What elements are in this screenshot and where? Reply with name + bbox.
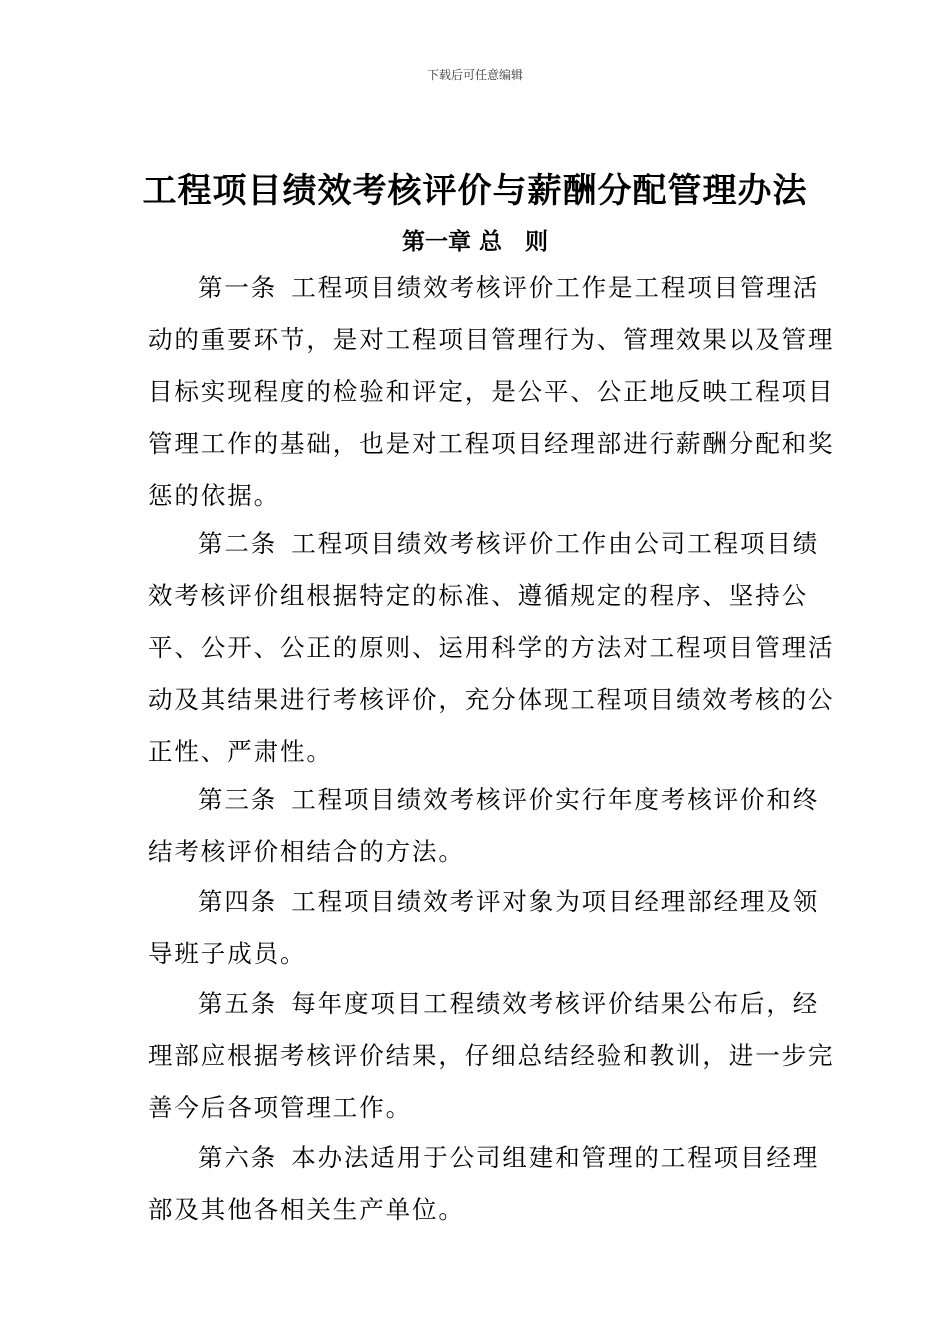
article-text: 工程项目绩效考核评价工作是工程项目管理活动的重要环节，是对工程项目管理行为、管理效果以及管理目标实现程度的检验和评定，是公平、公正地反映工程项目管理工作的基础，也是对工程项目经理部进行薪酬分配和奖惩的依据。 <box>148 273 835 510</box>
article-number: 第五条 <box>198 989 278 1018</box>
article-number: 第二条 <box>198 529 278 558</box>
article-text: 工程项目绩效考评对象为项目经理部经理及领导班子成员。 <box>148 887 820 968</box>
article-5 <box>148 978 838 1134</box>
article-number: 第一条 <box>198 273 278 302</box>
article-text: 工程项目绩效考核评价工作由公司工程项目绩效考核评价组根据特定的标准、遵循规定的程序、坚持公平、公开、公正的原则、运用科学的方法对工程项目管理活动及其结果进行考核评价，充分体现工程项目绩效考核的公正性、严肃性。 <box>148 529 835 766</box>
article-text: 本办法适用于公司组建和管理的工程项目经理部及其他各相关生产单位。 <box>148 1143 820 1224</box>
article-4 <box>148 876 838 980</box>
article-text: 每年度项目工程绩效考核评价结果公布后，经理部应根据考核评价结果，仔细总结经验和教训，进一步完善今后各项管理工作。 <box>148 989 835 1122</box>
article-1 <box>148 262 838 522</box>
article-3 <box>148 774 838 878</box>
header-note: 下载后可任意编辑 <box>426 68 523 82</box>
article-number: 第六条 <box>198 1143 278 1172</box>
article-number: 第三条 <box>198 785 278 814</box>
article-number: 第四条 <box>198 887 278 916</box>
article-2 <box>148 518 838 778</box>
chapter-heading: 第一章 总 则 <box>401 229 548 255</box>
article-6 <box>148 1132 838 1236</box>
document-title: 工程项目绩效考核评价与薪酬分配管理办法 <box>142 171 808 211</box>
article-text: 工程项目绩效考核评价实行年度考核评价和终结考核评价相结合的方法。 <box>148 785 820 866</box>
